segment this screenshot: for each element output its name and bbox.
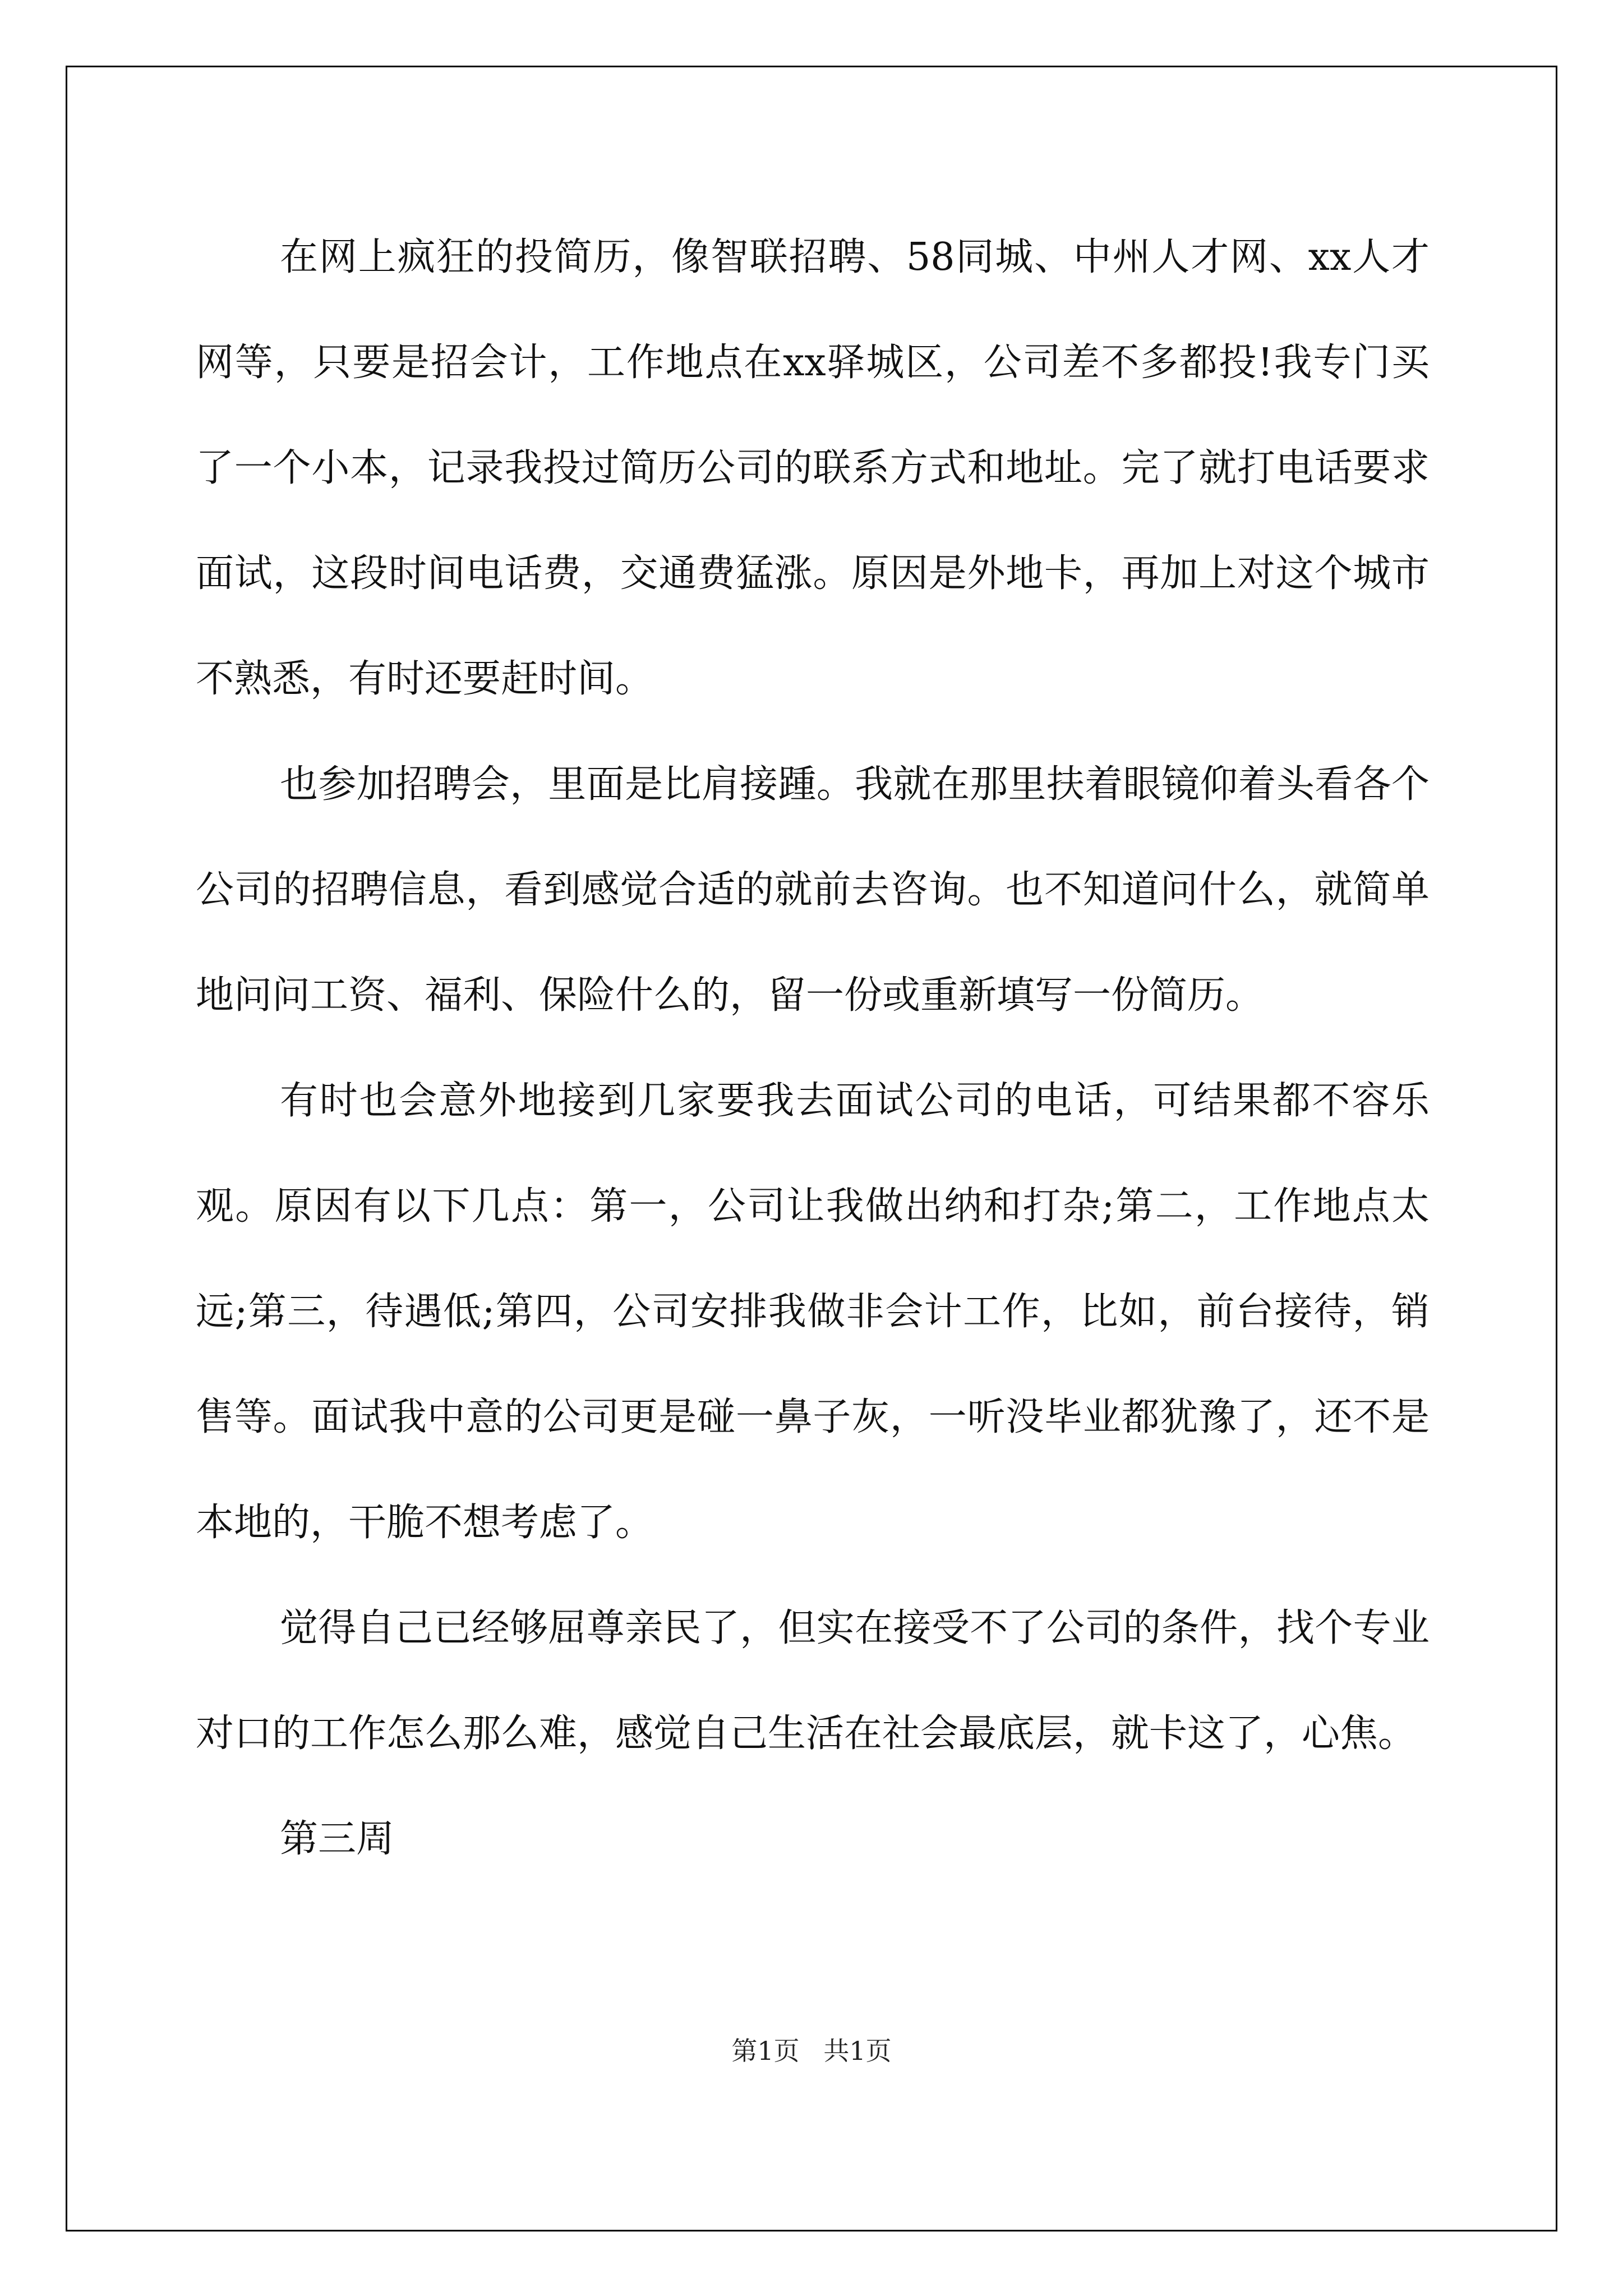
page-number-current: 第1页: [731, 2036, 800, 2066]
paragraph-2: 也参加招聘会，里面是比肩接踵。我就在那里扶着眼镜仰着头看各个公司的招聘信息，看到感觉合适的就前去咨询。也不知道问什么，就简单地问问工资、福利、保险什么的，留一份或重新填写一份简历。: [196, 762, 1430, 1018]
page-footer: [0, 2031, 1623, 2068]
paragraph-1: 在网上疯狂的投简历，像智联招聘、58同城、中州人才网、xx人才网等，只要是招会计，工作地点在xx驿城区，公司差不多都投!我专门买了一个小本，记录我投过简历公司的联系方式和地址。完了就打电话要求面试，这段时间电话费，交通费猛涨。原因是外地卡，再加上对这个城市不熟悉，有时还要赶时间。: [196, 235, 1430, 701]
document-body: [196, 205, 1430, 1892]
page-number-total: 共1页: [823, 2036, 892, 2066]
paragraph-3: 有时也会意外地接到几家要我去面试公司的电话，可结果都不容乐观。原因有以下几点：第一，公司让我做出纳和打杂;第二，工作地点太远;第三，待遇低;第四，公司安排我做非会计工作，比如，前台接待，销售等。面试我中意的公司更是碰一鼻子灰，一听没毕业都犹豫了，还不是本地的，干脆不想考虑了。: [196, 1079, 1430, 1545]
paragraph-4: 觉得自己已经够屈尊亲民了，但实在接受不了公司的条件，找个专业对口的工作怎么那么难，感觉自己生活在社会最底层，就卡这了，心焦。: [196, 1606, 1430, 1756]
section-heading-week-3: 第三周: [280, 1817, 395, 1861]
